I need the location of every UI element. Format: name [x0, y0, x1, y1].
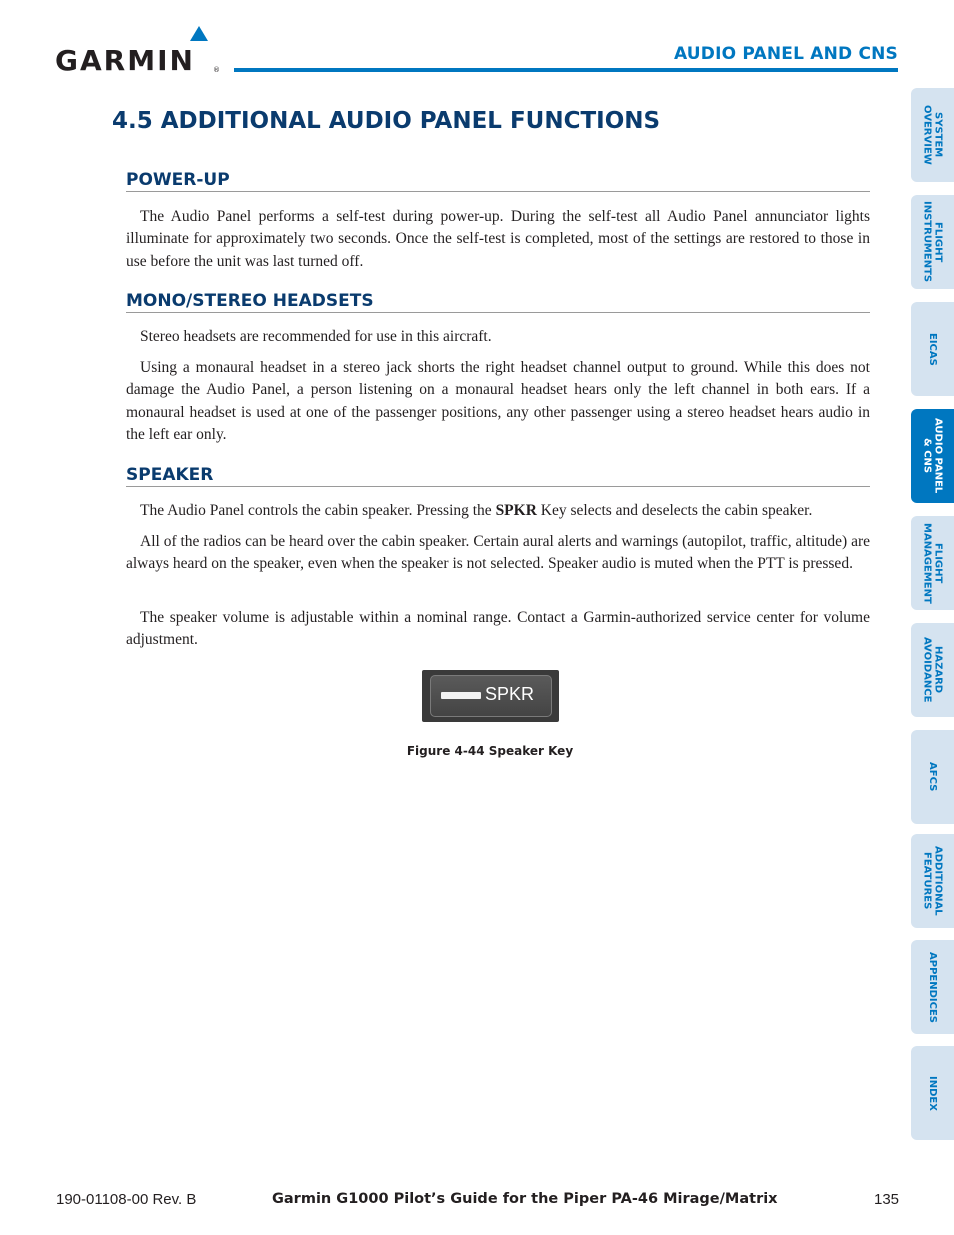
paragraph-speaker-1: [126, 500, 870, 522]
tab-appendices[interactable]: [911, 940, 954, 1034]
tab-label: INDEX: [927, 1075, 938, 1111]
tab-label: ADDITIONAL FEATURES: [921, 846, 944, 916]
annunciator-bar-icon: [441, 692, 481, 699]
logo-text: GARMIN: [55, 44, 195, 77]
speaker-text-pre: The Audio Panel controls the cabin speaker. Pressing the: [140, 502, 496, 519]
tab-label: AUDIO PANEL & CNS: [921, 418, 944, 494]
tab-additional-features[interactable]: [911, 834, 954, 928]
tab-audio-panel-cns[interactable]: [911, 409, 954, 503]
footer-page-number: 135: [874, 1191, 900, 1208]
speaker-key-figure: [422, 670, 559, 722]
speaker-key-button: [430, 675, 552, 717]
tab-label: FLIGHT INSTRUMENTS: [921, 201, 944, 283]
heading-speaker: SPEAKER: [126, 465, 870, 487]
paragraph-power-up: The Audio Panel performs a self-test during power-up. During the self-test all Audio Panel annunciator lights illuminate for approximately two seconds. Once the self-test is completed, most of the settings are restored to those in use before the unit was last turned off.: [126, 208, 870, 270]
garmin-triangle-icon: [190, 26, 208, 41]
tab-system-overview[interactable]: [911, 88, 954, 182]
tab-label: HAZARD AVOIDANCE: [921, 637, 944, 703]
paragraph-speaker-3: The speaker volume is adjustable within a nominal range. Contact a Garmin-authorized service center for volume adjustment.: [126, 609, 870, 649]
tab-afcs[interactable]: [911, 730, 954, 824]
footer-doc-number: 190-01108-00 Rev. B: [56, 1191, 197, 1208]
paragraph-mono-stereo-2: Using a monaural headset in a stereo jack shorts the right headset channel output to ground. While this does not damage the Audio Panel, a person listening on a monaural headset hears only the left channel in both ears. If a monaural headset is used at one of the passenger positions, any other passenger using a stereo headset hears audio in the left ear only.: [126, 359, 870, 443]
paragraph-mono-stereo-1: Stereo headsets are recommended for use in this aircraft.: [140, 328, 492, 345]
tab-label: FLIGHT MANAGEMENT: [921, 522, 944, 604]
tab-index[interactable]: [911, 1046, 954, 1140]
tab-label: EICAS: [927, 332, 938, 366]
figure-caption: Figure 4-44 Speaker Key: [406, 744, 574, 758]
tab-flight-management[interactable]: [911, 516, 954, 610]
page-title: 4.5 ADDITIONAL AUDIO PANEL FUNCTIONS: [112, 108, 661, 134]
header-rule: [234, 68, 898, 72]
spkr-key-reference: SPKR: [495, 502, 537, 519]
tab-label: AFCS: [927, 762, 938, 792]
tab-eicas[interactable]: [911, 302, 954, 396]
paragraph-speaker-2: All of the radios can be heard over the cabin speaker. Certain aural alerts and warnings (autopilot, traffic, altitude) are always heard on the speaker, even when the speaker is not selected. Speaker audio is muted when the PTT is pressed.: [126, 533, 870, 573]
heading-power-up: POWER-UP: [126, 170, 870, 192]
speaker-text-post: Key selects and deselects the cabin speaker.: [536, 502, 813, 519]
tab-label: APPENDICES: [927, 951, 938, 1023]
tab-hazard-avoidance[interactable]: [911, 623, 954, 717]
heading-mono-stereo: MONO/STEREO HEADSETS: [126, 291, 870, 313]
footer-title: Garmin G1000 Pilot’s Guide for the Piper PA-46 Mirage/Matrix: [272, 1191, 778, 1207]
tab-flight-instruments[interactable]: [911, 195, 954, 289]
garmin-logo: [55, 26, 220, 76]
tab-label: SYSTEM OVERVIEW: [921, 105, 944, 165]
speaker-key-label: SPKR: [485, 684, 535, 704]
section-header: AUDIO PANEL AND CNS: [673, 44, 898, 64]
logo-registered: ®: [213, 66, 220, 74]
